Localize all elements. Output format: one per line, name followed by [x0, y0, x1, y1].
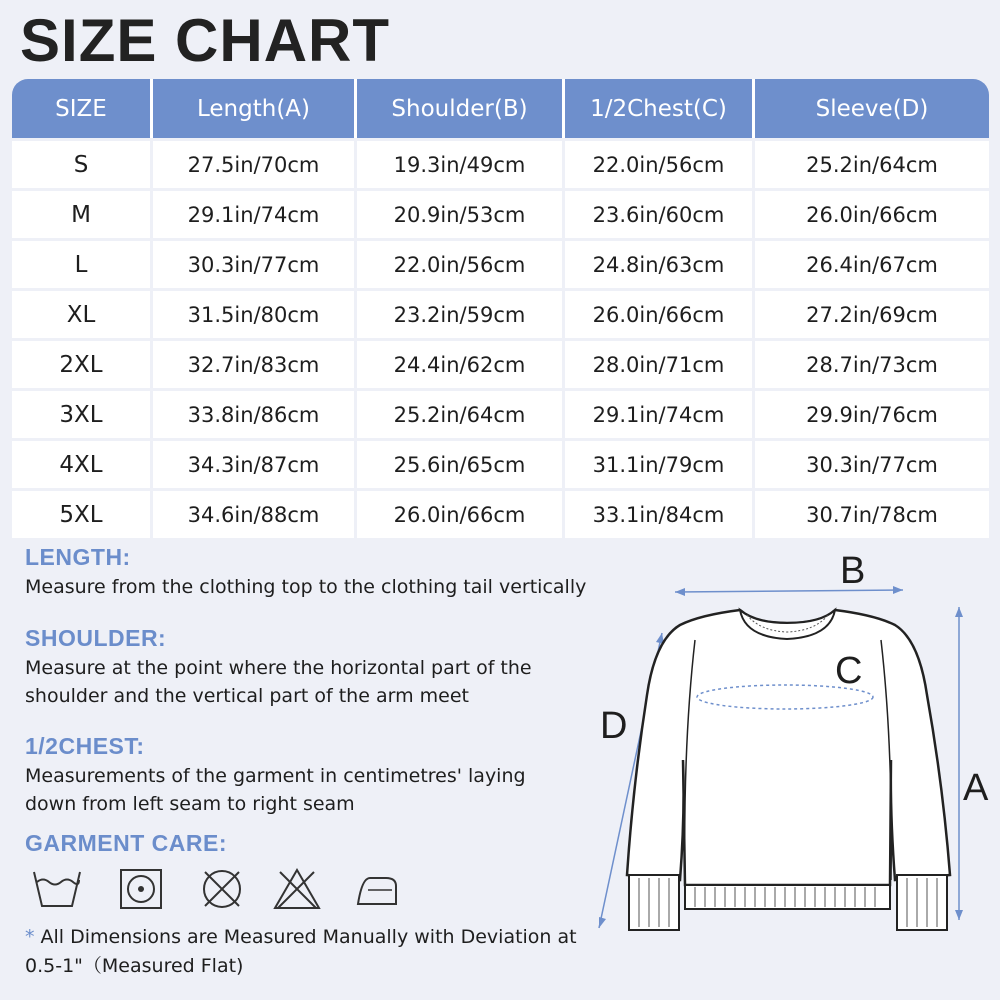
care-info — [25, 830, 605, 859]
care-heading: GARMENT CARE: — [25, 830, 227, 856]
shoulder-description: Measure at the point where the horizontal part of the shoulder and the vertical part of the arm meet — [25, 657, 532, 707]
header-shoulder: Shoulder(B) — [357, 79, 565, 138]
length-description: Measure from the clothing top to the clothing tail vertically — [25, 576, 587, 598]
sweater-diagram — [585, 545, 1000, 945]
header-size: SIZE — [12, 79, 153, 138]
measurement-cell: 23.6in/60cm — [565, 191, 752, 238]
length-info — [25, 544, 605, 601]
measurement-cell: 20.9in/53cm — [357, 191, 562, 238]
measurement-cell: 29.1in/74cm — [153, 191, 354, 238]
table-header — [12, 79, 989, 138]
length-heading: LENGTH: — [25, 544, 131, 570]
label-b: B — [840, 550, 866, 592]
shoulder-info — [25, 625, 585, 710]
measurement-cell: 25.6in/65cm — [357, 441, 562, 488]
care-icons — [30, 866, 410, 916]
shoulder-heading: SHOULDER: — [25, 625, 167, 651]
measurement-cell: 26.0in/66cm — [565, 291, 752, 338]
measurement-cell: 32.7in/83cm — [153, 341, 354, 388]
measurement-cell: 29.9in/76cm — [755, 391, 989, 438]
size-cell: 3XL — [12, 391, 150, 438]
chest-info — [25, 733, 565, 818]
size-cell: 5XL — [12, 491, 150, 538]
measurement-cell: 30.3in/77cm — [153, 241, 354, 288]
measurement-cell: 30.7in/78cm — [755, 491, 989, 538]
measurement-cell: 33.8in/86cm — [153, 391, 354, 438]
measurement-cell: 31.5in/80cm — [153, 291, 354, 338]
measurement-note — [25, 923, 605, 981]
table-row — [12, 491, 989, 538]
measurement-cell: 34.6in/88cm — [153, 491, 354, 538]
iron-icon — [350, 866, 404, 912]
measurement-cell: 26.0in/66cm — [357, 491, 562, 538]
hand-wash-icon — [30, 866, 84, 912]
table-row — [12, 241, 989, 288]
size-cell: XL — [12, 291, 150, 338]
chest-description: Measurements of the garment in centimetres' laying down from left seam to right seam — [25, 765, 526, 815]
size-cell: L — [12, 241, 150, 288]
measurement-cell: 26.0in/66cm — [755, 191, 989, 238]
measurement-cell: 27.5in/70cm — [153, 141, 354, 188]
size-cell: M — [12, 191, 150, 238]
measurement-cell: 23.2in/59cm — [357, 291, 562, 338]
measurement-cell: 25.2in/64cm — [755, 141, 989, 188]
measurement-cell: 19.3in/49cm — [357, 141, 562, 188]
measurement-cell: 28.0in/71cm — [565, 341, 752, 388]
measurement-cell: 29.1in/74cm — [565, 391, 752, 438]
measurement-cell: 27.2in/69cm — [755, 291, 989, 338]
measurement-cell: 24.8in/63cm — [565, 241, 752, 288]
table-row — [12, 341, 989, 388]
do-not-dry-clean-icon — [195, 866, 249, 912]
size-cell: 2XL — [12, 341, 150, 388]
tumble-dry-icon — [115, 866, 169, 912]
measurement-cell: 30.3in/77cm — [755, 441, 989, 488]
header-length: Length(A) — [153, 79, 357, 138]
header-sleeve: Sleeve(D) — [815, 95, 929, 122]
measurement-cell: 25.2in/64cm — [357, 391, 562, 438]
measurement-cell: 31.1in/79cm — [565, 441, 752, 488]
measurement-cell: 34.3in/87cm — [153, 441, 354, 488]
measurement-cell: 24.4in/62cm — [357, 341, 562, 388]
table-row — [12, 191, 989, 238]
sweater-illustration — [585, 545, 1000, 945]
size-cell: S — [12, 141, 150, 188]
measurement-cell: 33.1in/84cm — [565, 491, 752, 538]
page-title: SIZE CHART — [20, 7, 390, 74]
label-a: A — [963, 767, 989, 809]
table-row — [12, 141, 989, 188]
note-text: All Dimensions are Measured Manually with Deviation at 0.5-1"（Measured Flat) — [25, 926, 577, 977]
measurement-cell: 26.4in/67cm — [755, 241, 989, 288]
chest-heading: 1/2CHEST: — [25, 733, 145, 759]
note-asterisk: * — [25, 926, 35, 948]
table-row — [12, 291, 989, 338]
size-chart-table — [12, 79, 989, 538]
measurement-cell: 22.0in/56cm — [565, 141, 752, 188]
do-not-bleach-icon — [270, 866, 324, 912]
measurement-cell: 28.7in/73cm — [755, 341, 989, 388]
table-body — [12, 141, 989, 538]
size-cell: 4XL — [12, 441, 150, 488]
label-c: C — [835, 650, 863, 692]
table-row — [12, 441, 989, 488]
header-chest: 1/2Chest(C) — [565, 79, 755, 138]
measurement-cell: 22.0in/56cm — [357, 241, 562, 288]
table-row — [12, 391, 989, 438]
label-d: D — [600, 705, 628, 747]
